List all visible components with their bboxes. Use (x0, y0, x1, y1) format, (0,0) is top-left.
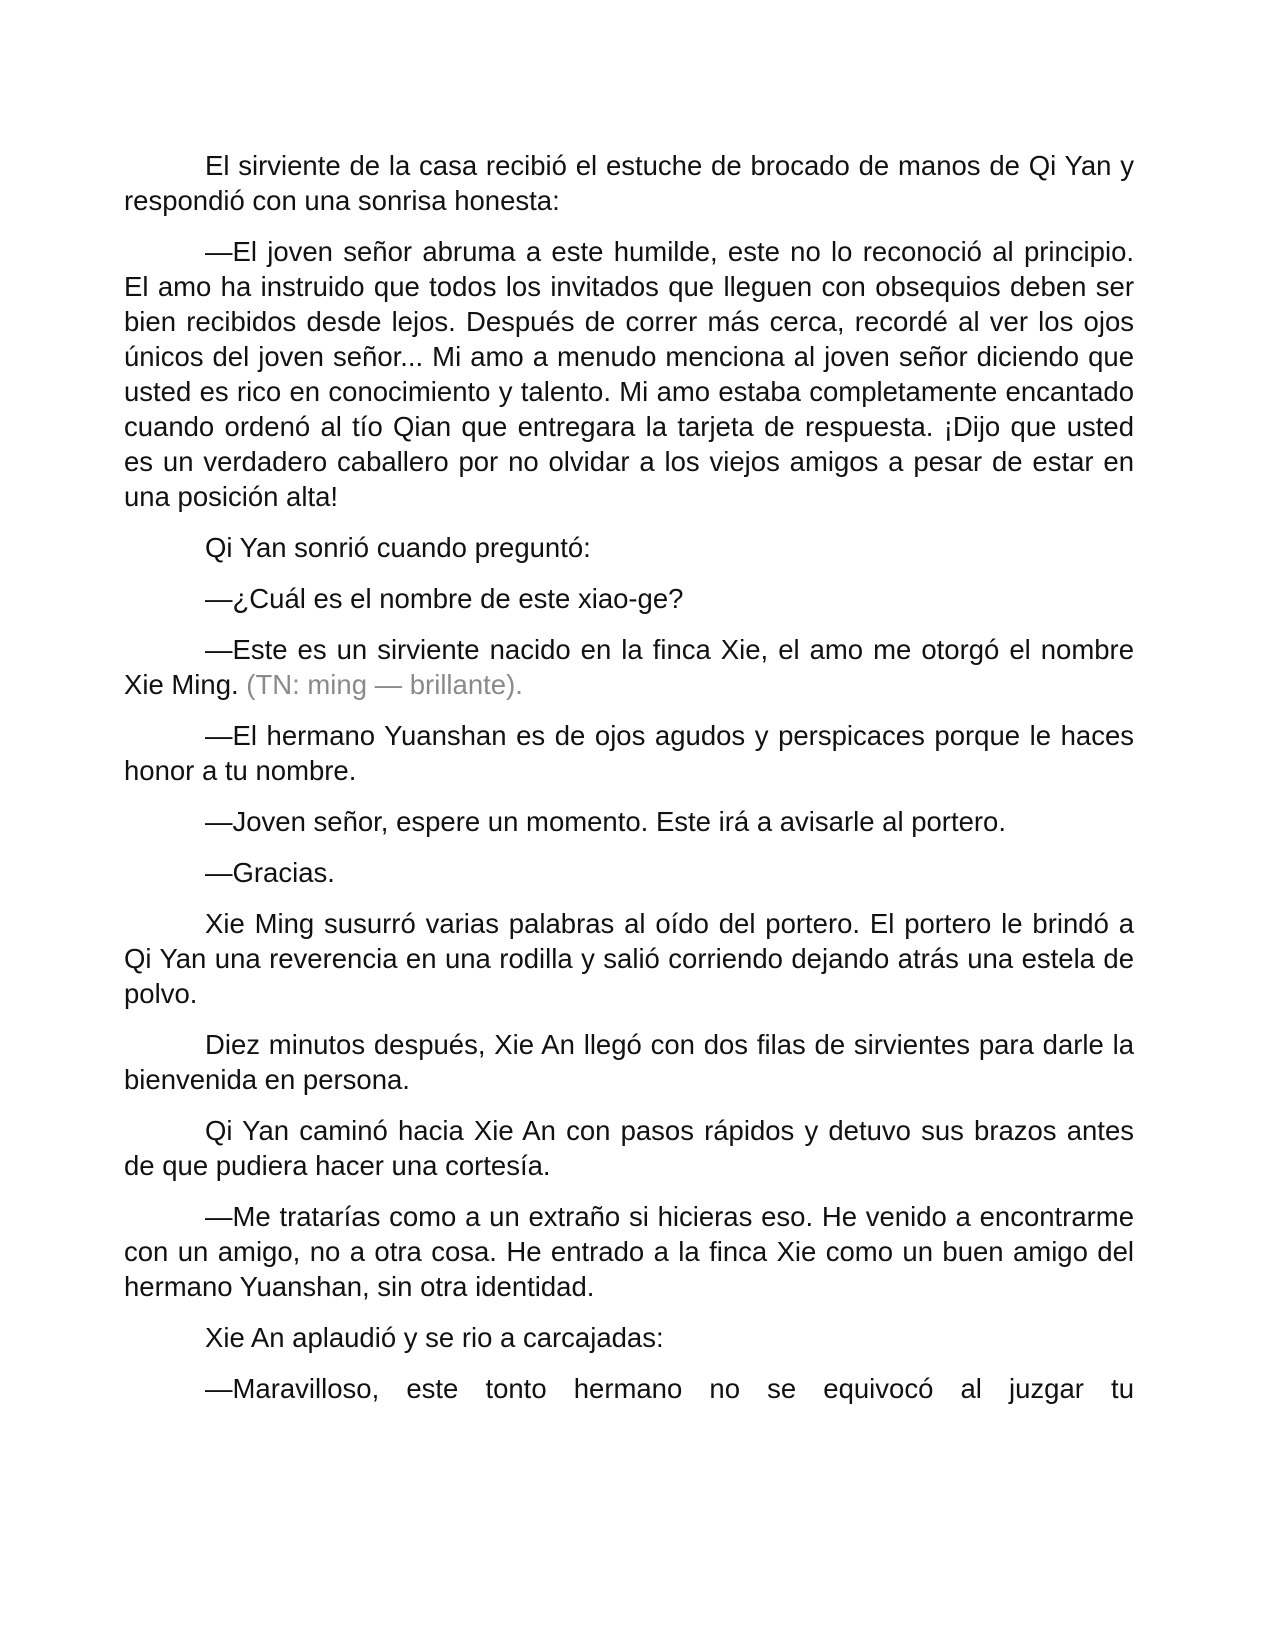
translator-note: (TN: ming — brillante). (246, 669, 523, 700)
paragraph-13: Xie An aplaudió y se rio a carcajadas: (205, 1322, 664, 1353)
paragraph-12: —Me tratarías como a un extraño si hicieras eso. He venido a encontrarme con un amigo, no a otra cosa. He entrado a la finca Xie como un buen amigo del hermano Yuanshan, sin otra identidad. (124, 1201, 1134, 1302)
paragraph-5 (124, 632, 1134, 702)
paragraph-6: —El hermano Yuanshan es de ojos agudos y perspicaces porque le haces honor a tu nombre. (124, 720, 1134, 786)
paragraph-1: El sirviente de la casa recibió el estuche de brocado de manos de Qi Yan y respondió con una sonrisa honesta: (124, 150, 1134, 216)
paragraph-5-text: —Este es un sirviente nacido en la finca Xie, el amo me otorgó el nombre Xie Ming. (124, 634, 1134, 700)
paragraph-11: Qi Yan caminó hacia Xie An con pasos rápidos y detuvo sus brazos antes de que pudiera hacer una cortesía. (124, 1115, 1134, 1181)
paragraph-2: —El joven señor abruma a este humilde, este no lo reconoció al principio. El amo ha instruido que todos los invitados que lleguen con obsequios deben ser bien recibidos desde lejos. Después de correr más cerca, recordé al ver los ojos únicos del joven señor... Mi amo a menudo menciona al joven señor diciendo que usted es rico en conocimiento y talento. Mi amo estaba completamente encantado cuando ordenó al tío Qian que entregara la tarjeta de respuesta. ¡Dijo que usted es un verdadero caballero por no olvidar a los viejos amigos a pesar de estar en una posición alta! (124, 236, 1134, 512)
paragraph-10: Diez minutos después, Xie An llegó con dos filas de sirvientes para darle la bienvenida en persona. (124, 1029, 1134, 1095)
paragraph-4: —¿Cuál es el nombre de este xiao-ge? (205, 583, 684, 614)
document-page (124, 148, 1134, 1406)
paragraph-9: Xie Ming susurró varias palabras al oído del portero. El portero le brindó a Qi Yan una reverencia en una rodilla y salió corriendo dejando atrás una estela de polvo. (124, 908, 1134, 1009)
paragraph-7: —Joven señor, espere un momento. Este irá a avisarle al portero. (205, 806, 1006, 837)
paragraph-3: Qi Yan sonrió cuando preguntó: (205, 532, 591, 563)
paragraph-14: —Maravilloso, este tonto hermano no se equivocó al juzgar tu (205, 1373, 1134, 1404)
paragraph-8: —Gracias. (205, 857, 335, 888)
